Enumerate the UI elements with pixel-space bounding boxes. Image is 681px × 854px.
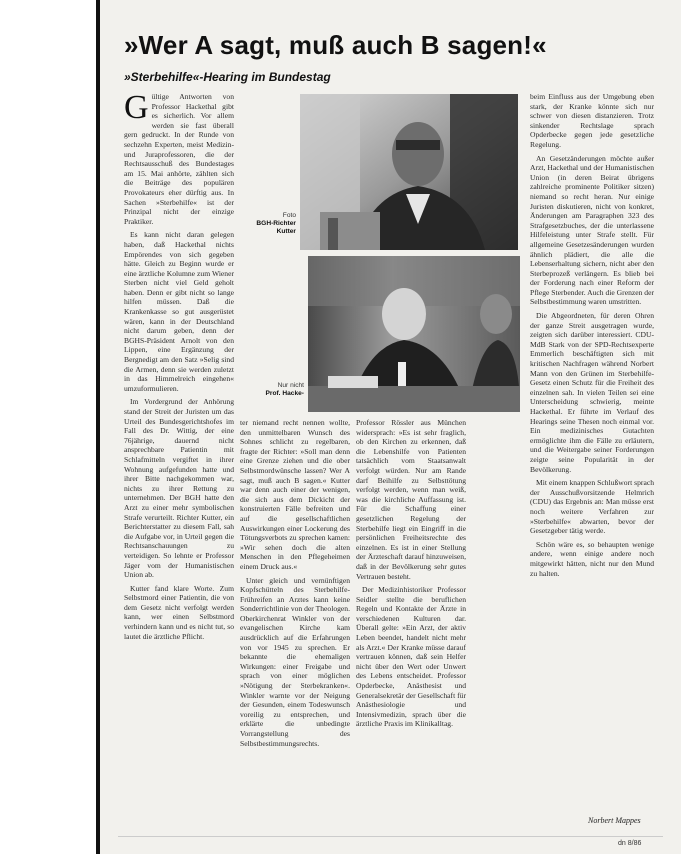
caption-line	[248, 390, 304, 398]
photo-judge-kutter	[300, 94, 518, 250]
article-column-1	[124, 92, 234, 832]
caption-line	[240, 220, 296, 228]
paragraph: ter niemand recht nennen wollte, den unmittelbaren Wunsch des Sohnes schlicht zu regelbaren, fragte der Richter: »Soll man denn eine Grenze ziehen und die ober Selbstmordwünsche lassen? Wer A sagt, muß auch B sagen.« Kutter war denn auch einer der wenigen, die sich aus dem Dickicht der konstruierten Fälle befreiten und auf die gesellschaftlichen Auswirkungen einer Lockerung des Tötungsverbots zu sprechen kamen: »Wir sehen doch die alten Menschen in den Pflegeheimen einem Druck aus.«	[240, 418, 350, 571]
scan-margin	[0, 0, 100, 854]
caption-name: BGH-Richter	[256, 220, 296, 227]
drop-cap: G	[124, 92, 149, 126]
paragraph: Die Abgeordneten, für deren Ohren der ganze Streit ausgetragen wurde, zeigten sich darüber interessiert. CDU-MdB Stark von der SPD-Rechtsexperte Emmerlich beschäftigten sich mit kritischen Nachfragen während Norbert Mann von den Grünen im Sterbehilfe-Gesetz einen Schutz für die Freiheit des einzelnen sah. In vielen Teilen sei eine Unterscheidung schwierig, meinte Hackethal. Er führte im Verlauf des Hearings seine Thesen noch einmal vor. Ein medizinisches Gutachten ermöglichte ihm die Fälle zu erläutern, und die Weitergabe seiner Forderungen zeigte seine Popularität in der Bevölkerung.	[530, 311, 654, 474]
article-column-4	[530, 92, 654, 812]
caption-line	[240, 228, 296, 236]
paragraph: Der Medizinhistoriker Professor Seidler stellte die beruflichen Regeln und Kontakte der Ärzte in verschiedenen Kulturen dar. Überall gelte: »Ein Arzt, der aktiv Leben beendet, handelt nicht mehr als Arzt.« Der Kranke müsse darauf vertrauen können, daß sein Helfer nicht über den Wert oder Unwert des Lebens entscheidet. Professor Opderbecke, Anästhesist und Generalsekretär der Gesellschaft für Anästhesiologie und Intensivmedizin, sprach über die ärztliche Praxis im Klinikalltag.	[356, 585, 466, 729]
paragraph: An Gesetzänderungen möchte außer Arzt, Hackethal und der Humanistischen Union (in deren Beirat übrigens zahlreiche prominente Politiker sitzen) niemand so recht heran. Nur einige Juristen diskutieren, nicht von konkret, Änderungen am Paragraphen 323 des Strafgesetzbuches, der die unterlassene Hilfeleistung unter Strafe stellt. Für allgemeine Gesetzesänderungen wurden ähnlich plädiert, die alle die Lebenserhaltung sichern, nicht aber den Sterbeprozeß verlängern. Es blieb bei der Forderung nach einer Reform der Pflege Sterbender. Auch die Grenzen der Selbstbestimmung waren umstritten.	[530, 153, 654, 307]
photo-judge-image	[300, 94, 518, 250]
photo2-caption	[248, 382, 304, 398]
photo-hackethal-image	[308, 256, 520, 412]
paragraph: beim Einfluss aus der Umgebung eben stark, der Kranke könnte sich nur schwer von diesen distanzieren. Trotz sinkender Rechtslage sprach Opderbecke gegen jede gesetzliche Regelung.	[530, 92, 654, 149]
paragraph: Im Vordergrund der Anhörung stand der Streit der Juristen um das Urteil des Bundesgerichtshofes im Fall des Dr. Wittig, der eine 76jährige, dauernd nicht ansprechbare Patientin mit Schlafmitteln vergiftet in ihrer Wohnung aufgefunden hatte und ihrer Bitte nachgekommen war, nichts zu ihrer Rettung zu unternehmen. Der BGH hatte den Arzt zu einer mehr symbolischen Strafe verurteilt. Richter Kutter, ein Berichterstatter zu diesem Fall, sah die Aufgabe vor, in Urteil gegen die Rechtsanschauungen zu verteidigen. So lehnte er Professor Jäger vom der Humanistischen Union ab.	[124, 397, 234, 580]
article-column-2	[240, 418, 350, 832]
paragraph: Kutter fand klare Worte. Zum Selbstmord einer Patientin, die von dem Gesetz nicht verfolgt werden kann, wer einen Selbstmord verhindern kann und es nicht tut, so lautet die ärztliche Pflicht.	[124, 583, 234, 641]
paragraph: Schön wäre es, so behaupten wenige andere, wenn einige andere noch mitgewirkt hätten, nicht nur den Mund zu halten.	[530, 539, 654, 578]
article-headline: »Wer A sagt, muß auch B sagen!«	[124, 30, 547, 60]
paragraph: Professor Rössler aus München widersprach: »Es ist sehr fraglich, ob den Kirchen zu erkennen, daß die Lebenshilfe von Patienten tatsächlich vom Staatsanwalt verfolgt würden. Nur am Rande darf Beihilfe zu Selbsttötung verfolgt werden, wenn man weiß, was die kirchliche Auffassung ist. Für die Schaffung einer gesetzlichen Regelung der Sterbehilfe liegt ein Eingriff in die persönlichen Freiheitsrechte des einzelnen. Es ist in einer Stellung der Ärzteschaft darauf hinzuweisen, daß in der Bevölkerung sehr gutes Vertrauen besteht.	[356, 418, 466, 581]
paragraph	[124, 92, 234, 226]
caption-name: Hacke-	[282, 390, 304, 397]
article-subheadline: »Sterbehilfe«-Hearing im Bundestag	[124, 70, 331, 84]
paragraph-text: ültige Antworten von Professor Hackethal gibt es sicherlich. Vor allem werden sie fast überall gern gedruckt. In der Runde von sechzehn Experten, meist Medizin- und Juraprofessoren, die der Rechtsausschuß des Bundestages am 15. Mai anhörte, zählten sich die Beiträge des populären Provokateurs eher dürftig aus. In Sachen »Sterbehilfe« ist der Prinzipal nicht der einzige Praktiker.	[124, 92, 234, 226]
article-column-3	[356, 418, 466, 832]
paragraph: Es kann nicht daran gelegen haben, daß Hackethal nichts Empörendes von sich gegeben hätte. Gleich zu Beginn wurde er eine ärztliche Kolumne zum Wiener Sterben nicht viel Geld geholt haben. Denn er gibt nicht so lange hilfen müssen. Daß die Krankenkasse so gut ausgerüstet wären, kann in der Deutschland nicht darum geben, denn der BGHS-Präsident Arnolt von den Lippen, eine Ergänzung der Bergnedigt am den Satz »Selig sind die Armen, denn sie werden zuletzt in das Himmelreich eingehen« umzuformulieren.	[124, 230, 234, 393]
footer-rule	[118, 836, 663, 837]
caption-name: Prof.	[265, 390, 281, 397]
photo-prof-hackethal	[308, 256, 520, 412]
caption-name: Kutter	[276, 228, 296, 235]
caption-line: Foto	[282, 212, 296, 219]
author-signature: Norbert Mappes	[588, 816, 641, 825]
paragraph: Unter gleich und vernünftigen Kopfschütteln des Sterbehilfe-Frühreifen an Arztes kann keine Sonderrichtlinie von der Theologen. Oberkirchenrat Winkler von der evangelischen Kirche kam ausdrücklich auf die Erfahrungen von vor 1945 zu sprechen. Er bekannte die ehemaligen Wirkungen: einer Freigabe und sprach von einer möglichen »Nötigung der Sterbekranken«. Winkler warnte vor der Neigung der Gesunden, einem Todeswunsch voreilig zu entsprechen, und erklärte die unbedingte Vorrangstellung des Selbstbestimmungsrechts.	[240, 575, 350, 748]
page-footer: dn 8/86	[618, 840, 642, 847]
caption-line: Nur nicht	[277, 382, 304, 389]
paragraph: Mit einem knappen Schlußwort sprach der Ausschußvorsitzende Helmrich (CDU) das Ergebnis an: Man müsse erst noch weitere Verfahren zur »Sterbehilfe« abwarten, bevor der Gesetzgeber tätig werde.	[530, 478, 654, 536]
photo1-caption	[240, 212, 296, 236]
